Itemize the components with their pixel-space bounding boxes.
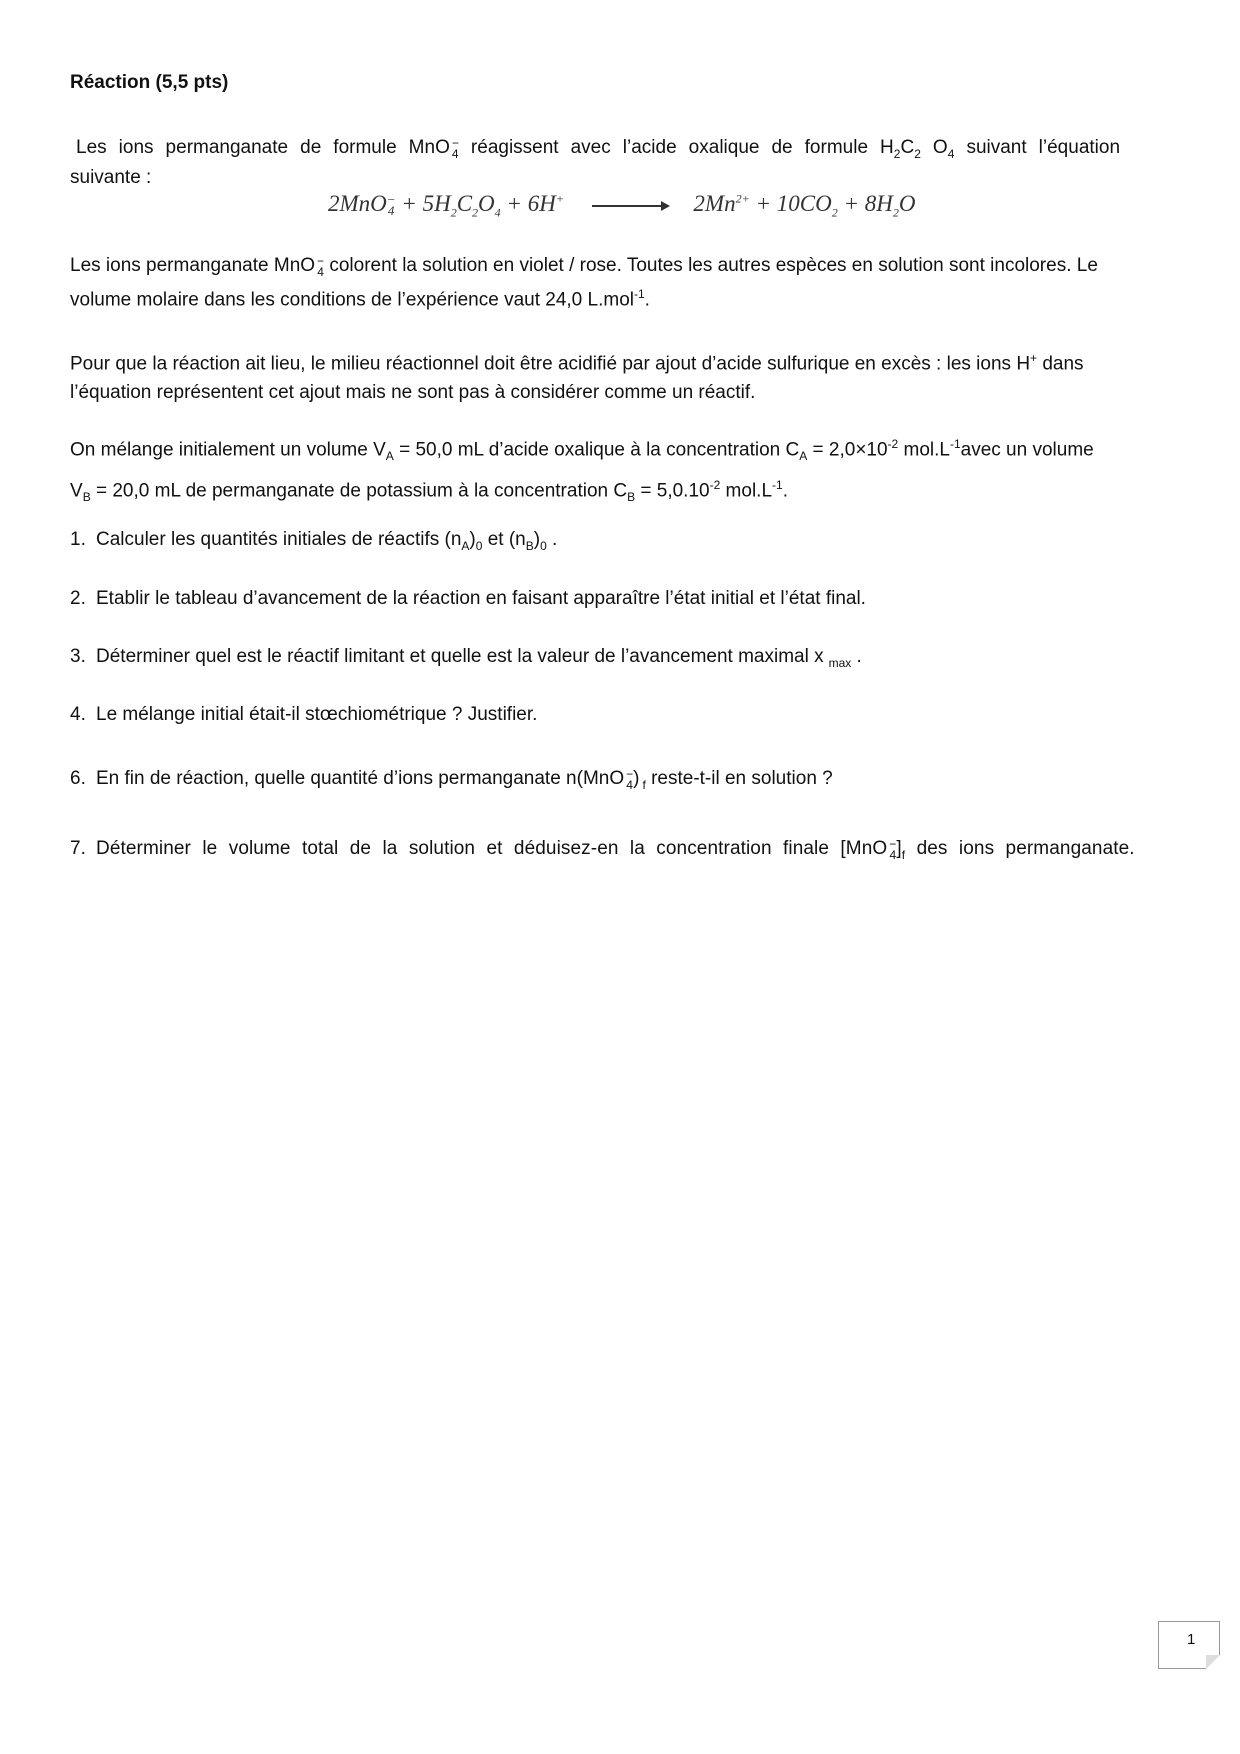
reaction-arrow-icon	[592, 205, 668, 207]
question-4: 4. Le mélange initial était-il stœchiométrique ? Justifier.	[70, 704, 538, 725]
intro-text-b: réagissent avec l’acide oxalique de formule H	[470, 137, 894, 158]
page-number-box	[1158, 1621, 1220, 1669]
question-3: 3. Déterminer quel est le réactif limitant et quelle est la valeur de l’avancement maximal x $_{max}$ .	[70, 646, 862, 670]
paragraph-color: Les ions permanganate MnO − 4 colorent la solution en violet / rose. Toutes les autres espèces en solution sont incolores. Le volume molaire dans les conditions de l’expérience vaut 24,0 L.mol$^{-1}$.	[70, 254, 1098, 311]
intro-line-1: Les ions permanganate de formule MnO − 4 réagissent avec l’acide oxalique de formule $H_2C_2$ $O_4$ suivant l’équation	[70, 133, 1120, 169]
question-6: 6. En fin de réaction, quelle quantité d’ions permanganate n(MnO − 4 ) $_f$ reste-t-il en solution ?	[70, 767, 833, 792]
chemical-equation: 2MnO − 4 + $5H_2C_2O_4 + 6H^+$ $2Mn^{2+} + 10CO_2 + 8H_2O$	[328, 191, 916, 220]
question-1: 1. Calculer les quantités initiales de réactifs $(n_A)_0$ et $(n_B)_0$ .	[70, 529, 558, 553]
permanganate-formula: − 4	[451, 136, 459, 161]
paragraph-acid: Pour que la réaction ait lieu, le milieu réactionnel doit être acidifié par ajout d’acide sulfurique en excès : les ions H+ dans l’équation représentent cet ajout mais ne sont pas à considérer comme un réactif.	[70, 351, 1084, 404]
question-7: 7. Déterminer le volume total de la solution et déduisez-en la concentration finale [MnO − 4 ]$_f$ des ions permanganate.	[70, 837, 1135, 862]
intro-text-a: Les ions permanganate de formule MnO	[76, 137, 450, 158]
intro-text-c: suivant l’équation	[966, 137, 1121, 158]
paragraph-initial-mixture: On mélange initialement un volume $V_A = 50,0$ mL d’acide oxalique à la concentration $C_A = 2,0\times 10^{-2}$ $mol.L^{-1}avec$ un volume $V_B = 20,0$ mL de permanganate de potassium à la concentration $C_B = 5,0.10^{-2}$ $mol.L^{-1}$.	[70, 437, 1094, 505]
exercise-title: Réaction (5,5 pts)	[70, 72, 229, 93]
intro-line-2: suivante :	[70, 167, 152, 188]
page-number: 1	[1187, 1631, 1196, 1648]
question-2: 2. Etablir le tableau d’avancement de la réaction en faisant apparaître l’état initial et l’état final.	[70, 588, 866, 609]
